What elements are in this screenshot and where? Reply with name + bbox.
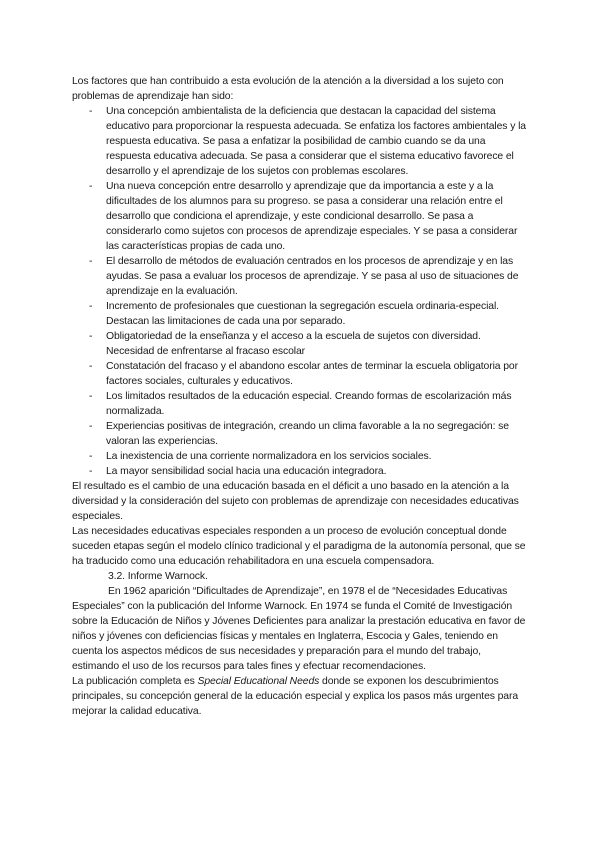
section-heading: 3.2. Informe Warnock. [108, 571, 208, 582]
bullet-dash: - [89, 466, 93, 477]
bullet-dash: - [89, 451, 93, 462]
list-item-text: Incremento de profesionales que cuestionan la segregación escuela ordinaria-especial. Destacan las limitaciones de cada una por separado. [106, 301, 499, 327]
list-item [72, 464, 530, 479]
factors-list [72, 104, 530, 479]
list-item [72, 329, 530, 359]
list-item-text: La mayor sensibilidad social hacia una educación integradora. [106, 466, 387, 477]
list-item [72, 104, 530, 179]
list-item [72, 179, 530, 254]
list-item [72, 389, 530, 419]
publication-title: Special Educational Needs [197, 676, 320, 687]
list-item-text: Los limitados resultados de la educación especial. Creando formas de escolarización más normalizada. [106, 391, 512, 417]
bullet-dash: - [89, 391, 93, 402]
bullet-dash: - [89, 256, 93, 267]
list-item-text: Obligatoriedad de la enseñanza y el acceso a la escuela de sujetos con diversidad. Necesidad de enfrentarse al fracaso escolar [106, 331, 481, 357]
intro-paragraph: Los factores que han contribuido a esta evolución de la atención a la diversidad a los sujeto con problemas de aprendizaje han sido: [72, 76, 504, 102]
list-item-text: El desarrollo de métodos de evaluación centrados en los procesos de aprendizaje y en las ayudas. Se pasa a evaluar los procesos de aprendizaje. Y se pasa al uso de situaciones de aprendizaje en la evaluación. [106, 256, 519, 297]
document-body [72, 74, 530, 719]
list-item [72, 359, 530, 389]
list-item-text: Una nueva concepción entre desarrollo y aprendizaje que da importancia a este y a la dificultades de los alumnos para su progreso. se pasa a considerar una relación entre el desarrollo que condiciona el aprendizaje, y este condicional desarrollo. Se pasa a considerarlo como sujetos con procesos de aprendizaje especiales. Y se pasa a considerar las características propias de cada uno. [106, 181, 518, 252]
bullet-dash: - [89, 421, 93, 432]
result-paragraph: El resultado es el cambio de una educación basada en el déficit a uno basado en la atención a la diversidad y la consideración del sujeto con problemas de aprendizaje con necesidades educativas especiales. [72, 481, 519, 522]
nee-paragraph: Las necesidades educativas especiales responden a un proceso de evolución conceptual donde suceden etapas según el modelo clínico tradicional y el paradigma de la autonomía personal, que se ha traducido como una educación rehabilitadora en una escuela compensadora. [72, 526, 526, 567]
list-item [72, 449, 530, 464]
publication-text-before: La publicación completa es [72, 676, 198, 687]
bullet-dash: - [89, 331, 93, 342]
publication-paragraph [72, 674, 530, 719]
list-item [72, 299, 530, 329]
bullet-dash: - [89, 106, 93, 117]
list-item-text: La inexistencia de una corriente normalizadora en los servicios sociales. [106, 451, 432, 462]
warnock-paragraph: En 1962 aparición “Dificultades de Aprendizaje”, en 1978 el de “Necesidades Educativas Especiales” con la publicación del Informe Warnock. En 1974 se funda el Comité de Investigación sobre la Educación de Niños y Jóvenes Deficientes para analizar la prestación educativa en favor de niños y jóvenes con deficiencias físicas y mentales en Inglaterra, Escocia y Gales, teniendo en cuenta los aspectos médicos de sus necesidades y preparación para el mundo del trabajo, estimando el uso de los recursos para tales fines y efectuar recomendaciones. [72, 586, 526, 672]
publication-text-after: donde se exponen los descubrimientos principales, su concepción general de la educación especial y explica los pasos más urgentes para mejorar la calidad educativa. [72, 676, 519, 717]
list-item-text: Una concepción ambientalista de la deficiencia que destacan la capacidad del sistema educativo para proporcionar la respuesta adecuada. Se enfatiza los factores ambientales y la respuesta educativa. Se pasa a enfatizar la posibilidad de cambio cuando se da una respuesta educativa adecuada. Se pasa a considerar que el sistema educativo favorece el desarrollo y el aprendizaje de los sujetos con problemas escolares. [106, 106, 526, 177]
list-item [72, 419, 530, 449]
list-item-text: Experiencias positivas de integración, creando un clima favorable a la no segregación: se valoran las experiencias. [106, 421, 509, 447]
bullet-dash: - [89, 361, 93, 372]
list-item [72, 254, 530, 299]
bullet-dash: - [89, 181, 93, 192]
list-item-text: Constatación del fracaso y el abandono escolar antes de terminar la escuela obligatoria por factores sociales, culturales y educativos. [106, 361, 518, 387]
bullet-dash: - [89, 301, 93, 312]
